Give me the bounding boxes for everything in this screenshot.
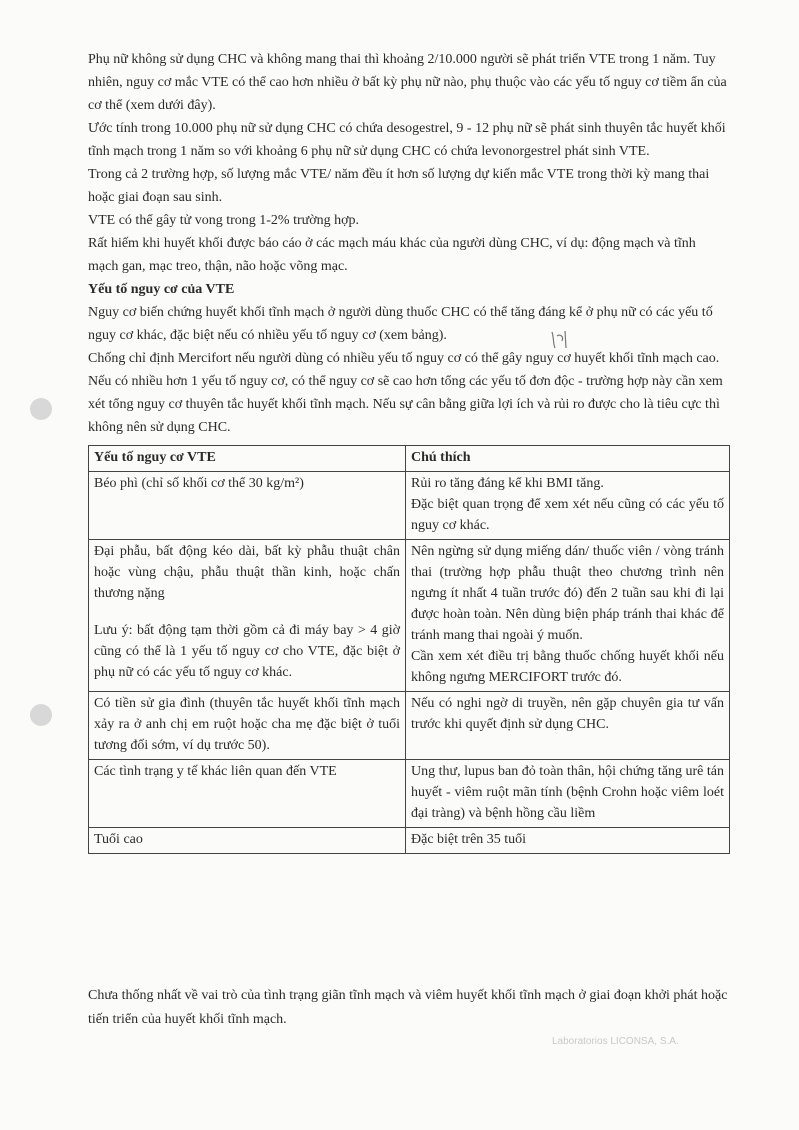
note-cell [406, 472, 730, 540]
note-cell [406, 540, 730, 692]
section-heading: Yếu tố nguy cơ của VTE [88, 282, 235, 297]
factor-text: Tuổi cao [94, 832, 143, 847]
factor-cell [89, 760, 406, 828]
paragraph: Trong cả 2 trường hợp, số lượng mắc VTE/ năm đều ít hơn số lượng dự kiến mắc VTE trong thời kỳ mang thai hoặc giai đoạn sau sinh. [88, 167, 710, 205]
table-row [89, 692, 730, 760]
factor-cell [89, 540, 406, 692]
note-cell [406, 692, 730, 760]
table-row [89, 760, 730, 828]
header-note: Chú thích [406, 446, 730, 472]
note-text: Cần xem xét điều trị bằng thuốc chống huyết khối nếu không ngưng MERCIFORT trước đó. [411, 649, 724, 685]
note-cell [406, 760, 730, 828]
note-text: Rủi ro tăng đáng kể khi BMI tăng. [411, 476, 604, 491]
factor-note-text: Lưu ý: bất động tạm thời gồm cả đi máy bay > 4 giờ cũng có thể là 1 yếu tố nguy cơ cho VTE, đặc biệt ở phụ nữ có các yếu tố nguy cơ khác. [94, 623, 400, 680]
factor-text: Có tiền sử gia đình (thuyên tắc huyết khối tĩnh mạch xảy ra ở anh chị em ruột hoặc cha mẹ đặc biệt ở tuổi tương đối sớm, ví dụ trước 50). [94, 696, 400, 753]
table-row [89, 540, 730, 692]
table-row [89, 828, 730, 854]
factor-text: Đại phẫu, bất động kéo dài, bất kỳ phẫu thuật chân hoặc vùng chậu, phẫu thuật thần kinh, hoặc chấn thương nặng [94, 544, 400, 601]
footnote: Chưa thống nhất về vai trò của tình trạng giãn tĩnh mạch và viêm huyết khối tĩnh mạch ở giai đoạn khởi phát hoặc tiến triển của huyết khối tĩnh mạch. [88, 988, 728, 1027]
table-row [89, 472, 730, 540]
paragraph: VTE có thể gây tử vong trong 1-2% trường hợp. [88, 213, 360, 228]
margin-stamp-mark [772, 470, 786, 620]
paragraph: Ước tính trong 10.000 phụ nữ sử dụng CHC có chứa desogestrel, 9 - 12 phụ nữ sẽ phát sinh thuyên tắc huyết khối tĩnh mạch trong 1 năm so với khoảng 6 phụ nữ sử dụng CHC có chứa levonorgestrel phát sinh VTE. [88, 121, 726, 159]
paragraph: Phụ nữ không sử dụng CHC và không mang thai thì khoảng 2/10.000 người sẽ phát triển VTE trong 1 năm. Tuy nhiên, nguy cơ mắc VTE có thể cao hơn nhiều ở bất kỳ phụ nữ nào, phụ thuộc vào các yếu tố nguy cơ tiềm ẩn của cơ thể (xem dưới đây). [88, 52, 727, 113]
paragraph: Nguy cơ biến chứng huyết khối tĩnh mạch ở người dùng thuốc CHC có thể tăng đáng kể ở phụ nữ có các yếu tố nguy cơ khác, đặc biệt nếu có nhiều yếu tố nguy cơ (xem bảng). [88, 305, 713, 343]
punch-hole-bottom [30, 704, 52, 726]
note-text: Đặc biệt quan trọng để xem xét nếu cũng có các yếu tố nguy cơ khác. [411, 497, 724, 533]
note-text: Ung thư, lupus ban đỏ toàn thân, hội chứng tăng urê tán huyết - viêm ruột mãn tính (bệnh Crohn hoặc viêm loét đại tràng) và bệnh hồng cầu liềm [411, 764, 724, 821]
note-text: Nếu có nghi ngờ di truyền, nên gặp chuyên gia tư vấn trước khi quyết định sử dụng CHC. [411, 696, 724, 732]
punch-hole-top [30, 398, 52, 420]
factor-cell [89, 828, 406, 854]
document-body [88, 48, 728, 854]
note-cell [406, 828, 730, 854]
paragraph: Chống chỉ định Mercifort nếu người dùng có nhiều yếu tố nguy cơ có thể gây nguy cơ huyết khối tĩnh mạch cao. Nếu có nhiều hơn 1 yếu tố nguy cơ, có thể nguy cơ sẽ cao hơn tổng các yếu tố đơn độc - trường hợp này cần xem xét tổng nguy cơ thuyên tắc huyết khối tĩnh mạch. Nếu sự cân bằng giữa lợi ích và rủi ro được cho là tiêu cực thì không nên sử dụng CHC. [88, 351, 723, 435]
paragraph: Rất hiếm khi huyết khối được báo cáo ở các mạch máu khác của người dùng CHC, ví dụ: động mạch và tĩnh mạch gan, mạc treo, thận, não hoặc võng mạc. [88, 236, 696, 274]
factor-text: Béo phì (chỉ số khối cơ thể 30 kg/m²) [94, 476, 304, 491]
factor-text: Các tình trạng y tế khác liên quan đến VTE [94, 764, 337, 779]
header-factor: Yếu tố nguy cơ VTE [89, 446, 406, 472]
note-text: Đặc biệt trên 35 tuổi [411, 832, 527, 847]
factor-cell [89, 472, 406, 540]
table-header-row [89, 446, 730, 472]
factor-cell [89, 692, 406, 760]
risk-factor-table [88, 445, 730, 854]
company-stamp: Laboratorios LICONSA, S.A. [552, 1036, 679, 1047]
note-text: Nên ngừng sử dụng miếng dán/ thuốc viên / vòng tránh thai (trường hợp phẫu thuật theo chương trình nên ngưng ít nhất 4 tuần trước đó) đến 2 tuần sau khi đi lại được hoàn toàn. Nên dùng biện pháp tránh thai khác để tránh mang thai ngoài ý muốn. [411, 544, 724, 643]
